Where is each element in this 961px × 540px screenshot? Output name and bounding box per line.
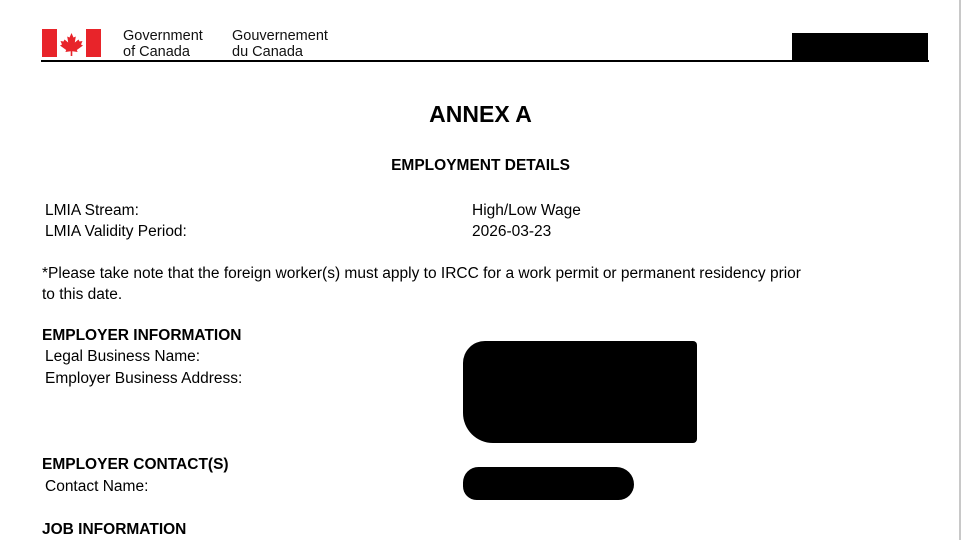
gov-fr-line2: du Canada: [232, 44, 303, 60]
gouvernement-du-canada-wordmark: [232, 28, 328, 60]
legal-business-name-label: Legal Business Name:: [45, 348, 201, 365]
employer-address-label: Employer Business Address:: [45, 370, 243, 387]
canada-flag-icon: [42, 29, 101, 57]
gov-en-line1: Government: [123, 28, 203, 44]
redaction-box-contact: [463, 467, 634, 500]
job-info-heading: JOB INFORMATION: [42, 521, 187, 538]
permit-note-line1: *Please take note that the foreign worker(s) must apply to IRCC for a work permit or permanent residency prior: [42, 265, 801, 282]
government-of-canada-wordmark: [123, 28, 203, 60]
lmia-stream-value: High/Low Wage: [472, 202, 581, 219]
permit-note: [42, 263, 937, 305]
gov-en-line2: of Canada: [123, 44, 190, 60]
gov-fr-line1: Gouvernement: [232, 28, 328, 44]
page-title: ANNEX A: [429, 101, 532, 127]
redaction-box-employer: [463, 341, 697, 443]
employer-info-heading: EMPLOYER INFORMATION: [42, 327, 242, 344]
contact-name-label: Contact Name:: [45, 478, 149, 495]
lmia-validity-label: LMIA Validity Period:: [45, 223, 187, 240]
section-subtitle: EMPLOYMENT DETAILS: [391, 157, 570, 174]
redaction-box-top: [792, 33, 928, 62]
permit-note-line2: to this date.: [42, 286, 123, 303]
employer-contact-heading: EMPLOYER CONTACT(S): [42, 456, 229, 473]
lmia-stream-label: LMIA Stream:: [45, 202, 139, 219]
header-divider: [41, 60, 929, 62]
lmia-validity-value: 2026-03-23: [472, 223, 552, 240]
